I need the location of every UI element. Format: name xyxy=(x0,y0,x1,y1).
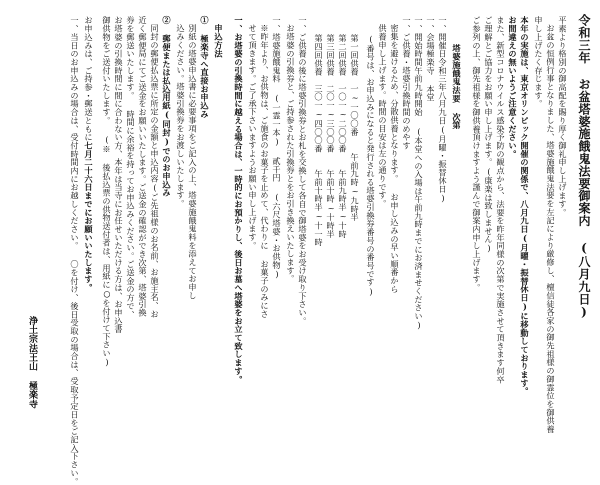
section2-line-9: 御供物をご送付いたします。 (※ 後払込票の供物送付者は、用紙に○を付けて下さい) xyxy=(102,16,112,368)
section2-line-6: 近く郵便局にてご送金をお願いいたします。ご送金の確認ができ次第、塔婆引換 xyxy=(138,16,148,317)
schedule-time: 午前九時半~十時 xyxy=(338,169,348,239)
section1-subnote-3: (番号は、お申込みになると発行される塔婆引換券番号の番号です) xyxy=(366,34,376,297)
schedule-turn: 第一回供養 xyxy=(350,34,360,76)
notice-line-4: ご理解とご協力をお願い申し上げます。(康楽は致しません) xyxy=(484,16,494,254)
schedule-range: 一~一〇〇番 xyxy=(350,84,360,137)
section2-line-1: ① 極楽寺へ直接お申込み xyxy=(200,16,210,118)
item-value: 極楽寺 本堂 xyxy=(426,49,436,102)
deadline-line-1 xyxy=(84,16,94,292)
section1-after-6: 一、お塔婆の引換時間に越える場合は、一時的にお預かりし、後日お墓へ塔婆をお立て致します。 xyxy=(234,16,244,384)
section1-item-schedule-guide xyxy=(402,16,412,150)
item-label: 一、開催日 xyxy=(438,16,448,58)
section1-heading: 塔婆施餓鬼法要 次第 xyxy=(452,44,462,130)
section1-after-5: せて頂きます。ご了承下さいますようお願い申し上げます。 xyxy=(248,24,258,250)
schedule-turn: 第三回供養 xyxy=(326,34,336,76)
section1-item-venue xyxy=(426,16,436,101)
schedule-time: 午前十時半~十一時 xyxy=(314,169,324,247)
section2-line-7: 券を郵送いたします。 時間に余裕を持ってお申込みください。ご送金の方で、 xyxy=(126,16,136,319)
intro-line-3: 申し上げたく存じます。 xyxy=(534,16,544,108)
section1-item-time xyxy=(414,16,424,330)
deadline-date: 七月二十六日までにお願いいたします。 xyxy=(84,141,94,292)
item-label: 一、開始時間 xyxy=(414,16,424,67)
schedule-row xyxy=(338,34,348,238)
section2-line-5: 同封の郵便払込票に所定の金額と申込内容(ご先祖様のお名前、お施主名、お xyxy=(150,24,160,319)
section1-after-1: 一、ご供養の後に塔婆引換券とお札を交換して各自で御塔婆をお受け取り下さい。 xyxy=(298,16,308,325)
schedule-range: 一〇一~二〇〇番 xyxy=(338,84,348,153)
notice-line-2: お間違えの無いようご注意ください。 xyxy=(508,16,518,158)
section1-after-4: ※昨年より、お供物は、ご施食のお菓子を止めて、代わりに お菓子のみにさ xyxy=(260,24,270,319)
section2-heading: 申込方法 xyxy=(214,24,224,58)
schedule-turn: 第二回供養 xyxy=(338,34,348,76)
item-label: 一、ご供養・塔婆引換時間のめやす xyxy=(402,16,412,150)
notice-line-5: ご参列の上、御先祖様を御供養頂けますよう謹んで御案内申し上げます。 xyxy=(472,16,482,292)
section2-line-2: 別紙の塔婆申込書に必要事項をご記入の上、塔婆施餓鬼料を添えてお申し xyxy=(188,24,198,300)
notice-line-3: また、新型コロナウイルス感染予防の観点から、法要を昨年同様の次第で実施させて頂きます何卒 xyxy=(496,16,506,384)
document-title: 令和三年 お盆塔婆施餓鬼法要御案内 (八月九日) xyxy=(577,14,591,320)
section1-subnote-1: 密集を避けるため、分散供養となります。 お申し込みの早い順番から xyxy=(390,24,400,293)
temple-signature: 浄土宗法王山 極楽寺 xyxy=(27,316,37,409)
section1-item-date xyxy=(438,16,448,203)
deadline-lead: お申込みは、ご持参・郵送ともに xyxy=(84,16,94,142)
schedule-turn: 第四回供養 xyxy=(314,34,324,76)
deadline-line-2: 一、当日のお申込みの場合は、受付時間内にお越しください。 〇を付け、後日受取の場合は、受取予定日をご記入下さい。 xyxy=(70,16,80,485)
section1-after-3: 一、塔婆施餓鬼料 (一霊一本) 貳千円 (六尺塔婆・お供物) xyxy=(272,16,282,280)
schedule-row xyxy=(326,34,336,238)
schedule-row xyxy=(314,34,324,246)
schedule-range: 二〇一~三〇〇番 xyxy=(326,84,336,153)
item-label: 一、会場 xyxy=(426,16,436,50)
intro-line-2: お盆の恒例行事となりました、塔婆施餓鬼法要を左記により厳修し、檀信徒各家の御先祖様の御霊位を御供養 xyxy=(546,24,556,434)
section1-after-2: お塔婆の引換券と、ご持参された引換券とをお引き換えいたします。 xyxy=(286,24,296,283)
notice-line-1: 本年の実施は、東京オリンピック開催の関係で、八月九日(月曜・振替休日)に移動しております。 xyxy=(520,16,530,396)
schedule-range: 三〇一~四〇〇番 xyxy=(314,84,324,153)
item-value: 令和三年八月九日(月曜・振替休日) xyxy=(438,57,448,204)
schedule-time: 午前十時~十時半 xyxy=(326,169,336,239)
section2-line-8: お塔婆の引換時間に間に合わない方、本年は当寺にお任せいただける方は、お申込書 xyxy=(114,16,124,334)
schedule-time: 午前九時~九時半 xyxy=(350,152,360,222)
section2-line-4: ② 郵便または払込用紙(同封)でのお申込み xyxy=(162,16,172,197)
section1-subnote-2: 供養申し上げます。時間の目安は左の通りです。 xyxy=(378,24,388,208)
schedule-row xyxy=(350,34,360,221)
item-value: 午前九時開始 (本堂への入場は午前九時までにお済ませください) xyxy=(414,66,424,331)
section2-line-3: 込みください。塔婆引換券をお渡しいたします。 xyxy=(176,24,186,208)
intro-line-1: 平素より格別の御高配を賜り厚く御礼申し上げます。 xyxy=(558,16,568,217)
